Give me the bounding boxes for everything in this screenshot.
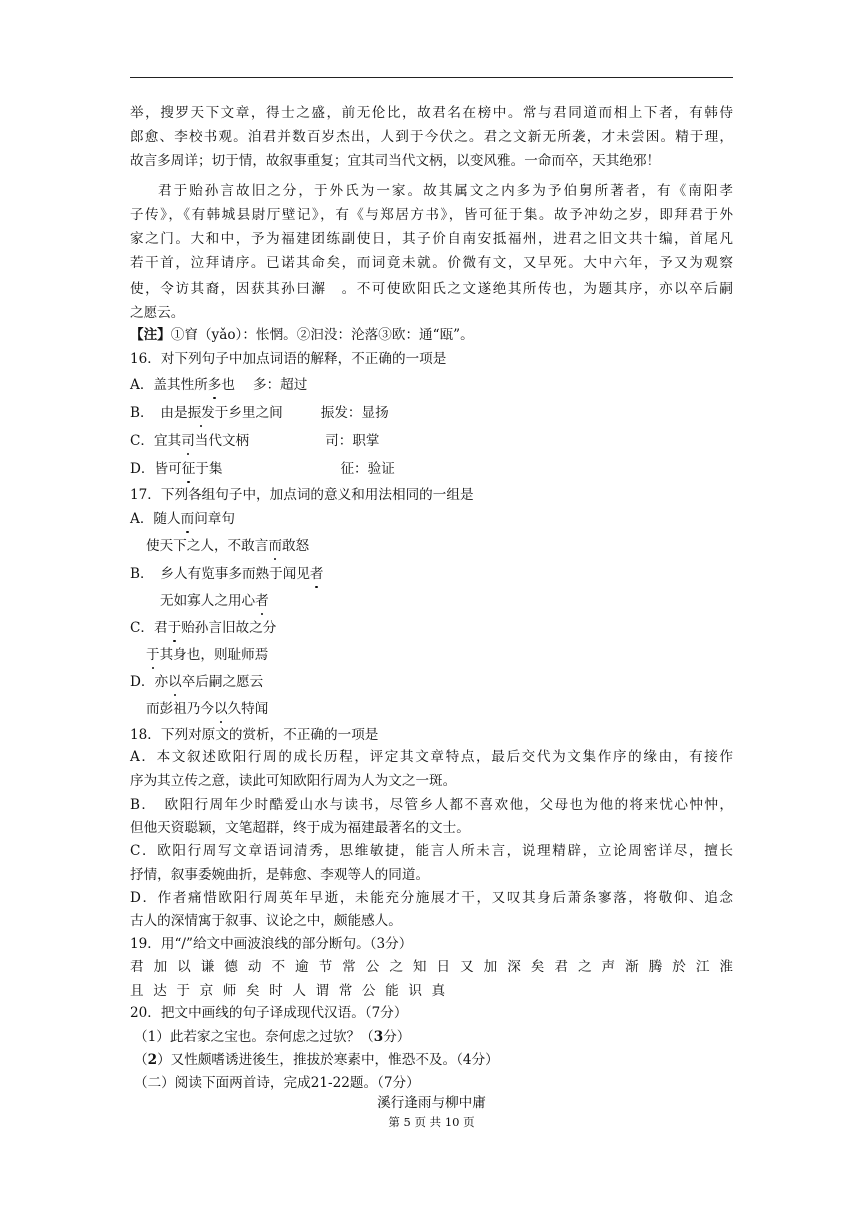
gloss: 司：职掌 bbox=[325, 433, 380, 449]
q17-option-c-line2: 于其身也，则耻师焉 bbox=[146, 644, 733, 666]
note-text: ①窅（yǎo）：怅惘。②汩没：沦落③欧：通“瓯”。 bbox=[170, 327, 474, 343]
emphasis-dot: 以 bbox=[214, 698, 228, 720]
q16-option-d: D．皆可征于集 征：验证 bbox=[130, 458, 733, 480]
q19-text-line1: 君加以谦德动不逾节常公之知日又加深矣君之声渐腾於江淮 bbox=[130, 959, 733, 975]
emphasis-dot: 以 bbox=[168, 671, 182, 693]
q18-option-a: A．本文叙述欧阳行周的成长历程，评定其文章特点，最后交代为文集作序的缘由，有接作 bbox=[130, 749, 733, 765]
question-16-stem: 16．对下列句子中加点词语的解释，不正确的一项是 bbox=[130, 351, 447, 367]
passage-note bbox=[130, 324, 733, 346]
q18-option-a-cont: 序为其立传之意，读此可知欧阳行周为人为文之一斑。 bbox=[130, 773, 457, 789]
emphasis-dot: 者 bbox=[255, 590, 269, 612]
q17-option-d-line1: D．亦以卒后嗣之愿云 bbox=[130, 671, 733, 693]
passage-line: 子传》，《有韩城县尉厅壁记》，有《与郑居方书》，皆可征于集。故予冲幼之岁，即拜君于外 bbox=[130, 207, 733, 223]
passage-line: 郎愈、李校书观。洎君并数百岁杰出，人到于今伏之。君之文新无所袭，才未尝困。精于理， bbox=[130, 129, 733, 145]
emphasis-dot: 于 bbox=[168, 617, 182, 639]
emphasis-dot: 振发 bbox=[188, 402, 215, 424]
passage-line: 君于贻孙言故旧之分，于外氏为一家。故其属文之内多为予伯舅所著者，有《南阳孝 bbox=[158, 183, 733, 199]
page-footer: 第 5 页 共 10 页 bbox=[388, 1115, 475, 1129]
question-20-stem: 20．把文中画线的句子译成现代汉语。（7分） bbox=[130, 1005, 408, 1021]
passage-line: 家之门。大和中，予为福建团练副使日，其子价自南安抵福州，进君之旧文共十编，首尾凡 bbox=[130, 231, 733, 247]
passage-line: 使，令访其裔，因获其孙曰澥 。不可使欧阳氏之文遂绝其所传也，为题其序，亦以卒后嗣 bbox=[130, 281, 733, 297]
emphasis-dot: 于 bbox=[146, 644, 160, 666]
gloss: 振发：显扬 bbox=[320, 405, 389, 421]
q19-text-line2: 且达于京师矣时人谓常公能识真 bbox=[130, 983, 455, 999]
question-17-stem: 17．下列各组句子中，加点词的意义和用法相同的一组是 bbox=[130, 487, 474, 503]
question-18-stem: 18．下列对原文的赏析，不正确的一项是 bbox=[130, 727, 379, 743]
q18-option-b-cont: 但他天资聪颖，文笔超群，终于成为福建最著名的文士。 bbox=[130, 820, 470, 836]
emphasis-dot: 者 bbox=[310, 563, 324, 585]
q20-sentence-1: （1）此若家之宝也。奈何虑之过欤？（3分） bbox=[134, 1029, 411, 1045]
gloss: 多：超过 bbox=[252, 377, 308, 393]
q18-option-c-cont: 抒情，叙事委婉曲折，是韩愈、李观等人的同道。 bbox=[130, 867, 430, 883]
passage-line: 故言多周详；切于情，故叙事重复；宜其司当代文柄，以变风雅。一命而卒，天其绝邪！ bbox=[130, 153, 661, 169]
passage-line: 若干首，泣拜请序。已诺其命矣，而词竟未就。价微有文，又早死。大中六年，予又为观察 bbox=[130, 255, 733, 271]
emphasis-dot: 而 bbox=[181, 508, 195, 530]
q18-option-b: B． 欧阳行周年少时酷爱山水与读书，尽管乡人都不喜欢他，父母也为他的将来忧心忡忡， bbox=[130, 797, 733, 813]
emphasis-dot: 司 bbox=[181, 430, 195, 452]
q16-option-c: C．宜其司当代文柄 司：职掌 bbox=[130, 430, 733, 452]
emphasis-dot: 征 bbox=[182, 458, 196, 480]
q17-option-b-line1: B． 乡人有览事多而熟于闻见者 bbox=[130, 563, 733, 585]
passage-line: 举，搜罗天下文章，得士之盛，前无伦比，故君名在榜中。常与君同道而相上下者，有韩侍 bbox=[130, 105, 733, 121]
question-19-stem: 19．用“/”给文中画波浪线的部分断句。（3分） bbox=[130, 936, 413, 952]
emphasis-dot: 而 bbox=[268, 535, 282, 557]
passage-line: 之愿云。 bbox=[130, 305, 185, 321]
q18-option-d-cont: 古人的深情寓于叙事、议论之中，颇能感人。 bbox=[130, 913, 402, 929]
q17-option-b-line2: 无如寡人之用心者 bbox=[160, 590, 733, 612]
q18-option-d: D．作者痛惜欧阳行周英年早逝，未能充分施展才干，又叹其身后萧条寥落，将敬仰、追念 bbox=[130, 890, 733, 906]
note-label: 【注】 bbox=[130, 327, 171, 343]
emphasis-dot: 多 bbox=[208, 374, 222, 396]
section-heading: （二）阅读下面两首诗，完成21-22题。（7分） bbox=[134, 1075, 420, 1091]
q20-sentence-2: （2）又性颇嗜诱进後生，推拔於寒素中，惟恐不及。（4分） bbox=[134, 1052, 499, 1068]
q16-option-b: B． 由是振发于乡里之间 振发：显扬 bbox=[130, 402, 733, 424]
header-rule bbox=[130, 77, 733, 78]
q17-option-a-line2: 使天下之人，不敢言而敢怒 bbox=[146, 535, 733, 557]
q18-option-c: C．欧阳行周写文章语词清秀，思维敏捷，能言人所未言，说理精辟，立论周密详尽，擅长 bbox=[130, 843, 733, 859]
q17-option-a-line1: A．随人而问章句 bbox=[130, 508, 733, 530]
q16-option-a: A．盖其性所多也 多：超过 bbox=[130, 374, 733, 396]
q17-option-d-line2: 而彭祖乃今以久特闻 bbox=[146, 698, 733, 720]
poem-title: 溪行逢雨与柳中庸 bbox=[377, 1095, 486, 1111]
gloss: 征：验证 bbox=[340, 461, 395, 477]
q17-option-c-line1: C．君于贻孙言旧故之分 bbox=[130, 617, 733, 639]
